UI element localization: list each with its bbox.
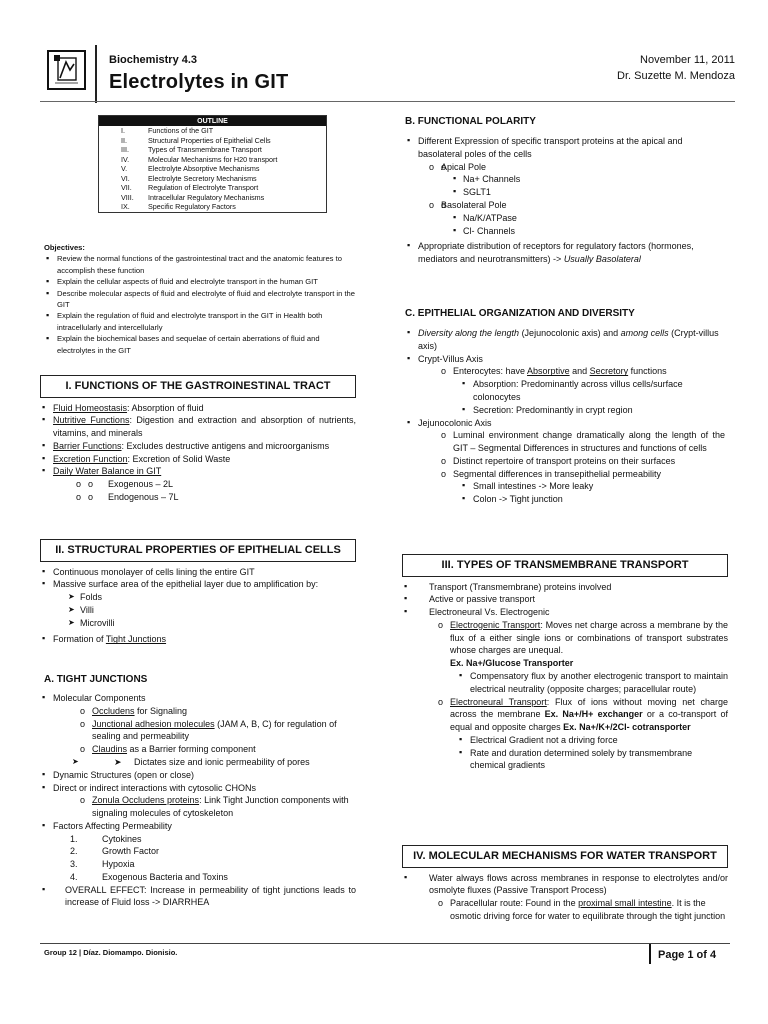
objective-item: ▪ Explain the regulation of fluid and electrolyte transport in the GIT in Health both intracellularly and intercellularly bbox=[44, 310, 358, 333]
list-item: ▪ Water always flows across membranes in response to electrolytes and/or osmolyte fluxes (Passive Transport Process) bbox=[402, 872, 728, 898]
list-item: 4. Exogenous Bacteria and Toxins bbox=[70, 871, 228, 882]
outline-item: IX. Specific Regulatory Factors bbox=[121, 202, 236, 212]
subsection-heading-organization: C. EPITHELIAL ORGANIZATION AND DIVERSITY bbox=[405, 308, 635, 319]
list-item: Ex. Na+/Glucose Transporter bbox=[450, 658, 574, 669]
page-number: Page 1 of 4 bbox=[649, 944, 716, 964]
department-logo bbox=[47, 50, 86, 90]
list-item: ▪ Massive surface area of the epithelial layer due to amplification by: bbox=[40, 578, 356, 591]
list-item: ▪ Formation of Tight Junctions bbox=[40, 633, 356, 646]
list-item: ▪ Different Expression of specific transport proteins at the apical and basolateral poles of the cells bbox=[405, 135, 725, 161]
section-functional-polarity bbox=[405, 115, 725, 266]
outline-item: VIII. Intracellular Regulatory Mechanisms bbox=[121, 192, 265, 202]
objective-item: ▪ Explain the cellular aspects of fluid and electrolyte transport in the human GIT bbox=[44, 276, 358, 287]
list-item: ▪ Electrical Gradient not a driving force bbox=[402, 734, 728, 747]
list-item: ▪ Factors Affecting Permeability bbox=[40, 820, 356, 833]
outline-box bbox=[98, 115, 327, 213]
list-item: ▪ Appropriate distribution of receptors for regulatory factors (hormones, mediators and neurotransmitters) -> Usually Basolateral bbox=[405, 240, 725, 266]
list-item: ▪ Daily Water Balance in GIT bbox=[40, 465, 356, 478]
list-item: ▪ Direct or indirect interactions with cytosolic CHONs bbox=[40, 782, 356, 795]
list-item: 3. Hypoxia bbox=[70, 859, 135, 870]
section-epithelial bbox=[40, 539, 356, 646]
list-item: ▪ OVERALL EFFECT: Increase in permeability of tight junctions leads to increase of Fluid loss -> DIARRHEA bbox=[40, 884, 356, 910]
list-item: o o Endogenous – 7L bbox=[40, 491, 356, 504]
objectives-list bbox=[44, 253, 358, 356]
section-heading-epithelial: II. STRUCTURAL PROPERTIES OF EPITHELIAL CELLS bbox=[40, 539, 356, 562]
list-item: o o Basolateral Pole bbox=[405, 199, 725, 212]
outline-item: I. Functions of the GIT bbox=[121, 126, 214, 136]
list-item: ➤ ➤ Dictates size and ionic permeability of pores bbox=[44, 756, 356, 769]
list-item: ▪ Cl- Channels bbox=[405, 225, 725, 238]
list-item: o Segmental differences in transepithelial permeability bbox=[405, 468, 725, 481]
lecturer-name: Dr. Suzette M. Mendoza bbox=[617, 70, 735, 82]
list-item: ▪ Colon -> Tight junction bbox=[405, 493, 725, 506]
list-item: o Claudins as a Barrier forming component bbox=[44, 743, 356, 756]
list-item: o Distinct repertoire of transport proteins on their surfaces bbox=[405, 455, 725, 468]
section-heading-transport: III. TYPES OF TRANSMEMBRANE TRANSPORT bbox=[402, 554, 728, 577]
outline-list bbox=[99, 126, 326, 212]
list-item: ▪ Small intestines -> More leaky bbox=[405, 480, 725, 493]
footer-divider bbox=[40, 943, 730, 944]
list-item: o Electrogenic Transport: Moves net charge across a membrane by the flux of a either single ions or combinations of transport substrates whose charges are unequal. bbox=[402, 619, 728, 657]
outline-item: II. Structural Properties of Epithelial Cells bbox=[121, 135, 271, 145]
list-item: ▪ Na+ Channels bbox=[405, 173, 725, 186]
section-heading-water: IV. MOLECULAR MECHANISMS FOR WATER TRANSPORT bbox=[402, 845, 728, 868]
list-item: ▪ Diversity along the length (Jejunocolonic axis) and among cells (Crypt-villus axis) bbox=[405, 327, 725, 353]
list-item: o o Apical Pole bbox=[405, 161, 725, 174]
list-item: ▪ Electroneural Vs. Electrogenic bbox=[402, 606, 728, 619]
list-item: ▪ Active or passive transport bbox=[402, 593, 728, 606]
course-code: Biochemistry 4.3 bbox=[109, 54, 198, 66]
list-item: ▪ Transport (Transmembrane) proteins involved bbox=[402, 581, 728, 594]
footer-group: Group 12 | Díaz. Diomampo. Dionisio. bbox=[44, 948, 178, 957]
list-item: o Zonula Occludens proteins: Link Tight Junction components with signaling molecules of cytoskeleton bbox=[44, 794, 356, 820]
outline-heading: OUTLINE bbox=[99, 116, 326, 126]
list-item: o Enterocytes: have Absorptive and Secretory functions bbox=[405, 365, 725, 378]
outline-item: IV. Molecular Mechanisms for H20 transport bbox=[121, 154, 278, 164]
list-item: ▪ Absorption: Predominantly across villus cells/surface colonocytes bbox=[405, 378, 725, 404]
section-heading-functions: I. FUNCTIONS OF THE GASTROINESTINAL TRACT bbox=[40, 375, 356, 398]
list-item: ▪ Barrier Functions: Excludes destructive antigens and microorganisms bbox=[40, 440, 356, 453]
list-item: ▪ Jejunocolonic Axis bbox=[405, 417, 725, 430]
objective-item: ▪ Review the normal functions of the gastrointestinal tract and the anatomic features to accomplish these function bbox=[44, 253, 358, 276]
outline-item: VI. Electrolyte Secretory Mechanisms bbox=[121, 173, 257, 183]
subsection-heading-tight-junctions: A. TIGHT JUNCTIONS bbox=[44, 674, 148, 685]
section-tight-junctions bbox=[44, 673, 356, 909]
objective-item: ▪ Explain the biochemical bases and sequelae of certain aberrations of fluid and electrolytes in the GIT bbox=[44, 333, 358, 356]
list-item: o Junctional adhesion molecules (JAM A, B, C) for regulation of sealing and permeability bbox=[44, 718, 356, 744]
list-item: ➤ Folds bbox=[40, 591, 356, 604]
list-item: ▪ Na/K/ATPase bbox=[405, 212, 725, 225]
list-item: o Electroneural Transport: Flux of ions without moving net charge across the membrane Ex. Na+/H+ exchanger or a co-transport of equal and opposite charges Ex. Na+/K+/2Cl- cotransporter bbox=[402, 696, 728, 734]
section-water-transport bbox=[402, 845, 728, 923]
list-item: 2. Growth Factor bbox=[70, 846, 160, 857]
outline-item: III. Types of Transmembrane Transport bbox=[121, 145, 262, 155]
list-item: ▪ Fluid Homeostasis: Absorption of fluid bbox=[40, 402, 356, 415]
list-item: ▪ Dynamic Structures (open or close) bbox=[40, 769, 356, 782]
list-item: ▪ Secretion: Predominantly in crypt region bbox=[405, 404, 725, 417]
list-item: ▪ Molecular Components bbox=[40, 692, 356, 705]
list-item: ➤ Villi bbox=[40, 604, 356, 617]
list-item: ▪ Excretion Function: Excretion of Solid Waste bbox=[40, 453, 356, 466]
list-item: ▪ Compensatory flux by another electrogenic transport to maintain electrical neutrality (opposite charges; paracellular route) bbox=[402, 670, 728, 696]
list-item: ▪ Continuous monolayer of cells lining the entire GIT bbox=[40, 566, 356, 579]
section-transmembrane-transport bbox=[402, 554, 728, 772]
header-vertical-rule bbox=[95, 45, 97, 103]
list-item: ▪ Rate and duration determined solely by transmembrane chemical gradients bbox=[402, 747, 728, 773]
header-divider bbox=[40, 101, 735, 102]
list-item: ▪ Crypt-Villus Axis bbox=[405, 353, 725, 366]
left-column bbox=[44, 242, 358, 356]
objective-item: ▪ Describe molecular aspects of fluid and electrolyte of fluid and electrolyte transport in the GIT bbox=[44, 288, 358, 311]
list-item: o o Exogenous – 2L bbox=[40, 478, 356, 491]
list-item: 1. Cytokines bbox=[70, 833, 142, 844]
logo-emblem-icon bbox=[49, 52, 84, 88]
list-item: ▪ SGLT1 bbox=[405, 186, 725, 199]
list-item: ➤ Microvilli bbox=[40, 617, 356, 630]
outline-item: VII. Regulation of Electrolyte Transport bbox=[121, 183, 259, 193]
lecture-date: November 11, 2011 bbox=[640, 54, 735, 66]
page-title: Electrolytes in GIT bbox=[109, 71, 289, 93]
objectives-heading: Objectives: bbox=[44, 243, 85, 252]
subsection-heading-polarity: B. FUNCTIONAL POLARITY bbox=[405, 116, 536, 127]
section-epithelial-organization bbox=[405, 307, 725, 506]
section-functions bbox=[40, 375, 356, 504]
list-item: o Luminal environment change dramatically along the length of the GIT – Segmental Differences in structures and functions of cells bbox=[405, 429, 725, 455]
list-item: o Occludens for Signaling bbox=[44, 705, 356, 718]
list-item: ▪ Nutritive Functions: Digestion and extraction and absorption of nutrients, vitamins, and minerals bbox=[40, 414, 356, 440]
list-item: o Paracellular route: Found in the proximal small intestine. It is the osmotic driving force for water to equilibrate through the tight junction bbox=[402, 897, 728, 923]
outline-item: V. Electrolyte Absorptive Mechanisms bbox=[121, 164, 260, 174]
